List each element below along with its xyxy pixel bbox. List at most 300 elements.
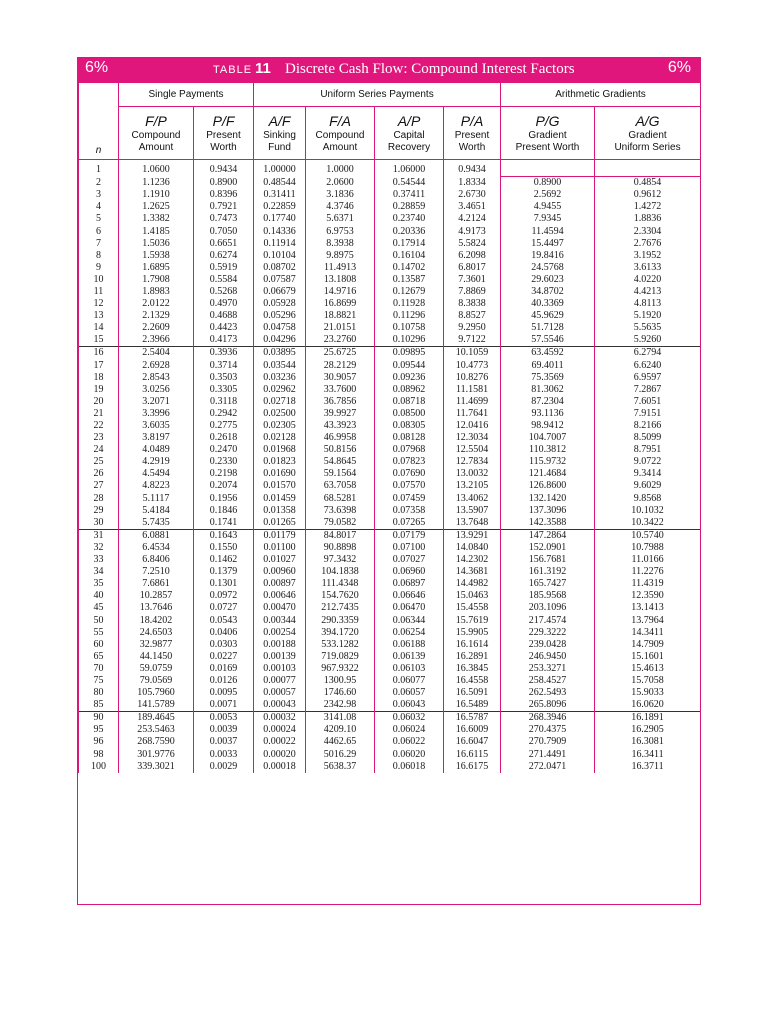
cell-pg: 40.3369 bbox=[501, 298, 595, 310]
cell-n: 27 bbox=[79, 480, 119, 492]
cell-fp: 5.4184 bbox=[119, 505, 194, 517]
cell-n: 35 bbox=[79, 578, 119, 590]
table-row bbox=[79, 189, 701, 201]
col-desc-line1: Compound bbox=[315, 130, 365, 141]
cell-fa: 1300.95 bbox=[306, 675, 375, 687]
interest-rate-right: 6% bbox=[667, 59, 691, 76]
cell-ap: 0.12679 bbox=[375, 286, 444, 298]
cell-pa: 13.9291 bbox=[444, 529, 501, 542]
cell-ap: 0.07690 bbox=[375, 468, 444, 480]
cell-ag: 16.3711 bbox=[595, 761, 701, 773]
cell-n: 10 bbox=[79, 274, 119, 286]
cell-ap: 0.10296 bbox=[375, 334, 444, 347]
cell-ag: 10.1032 bbox=[595, 505, 701, 517]
cell-n: 21 bbox=[79, 408, 119, 420]
cell-pg: 7.9345 bbox=[501, 213, 595, 225]
cell-pg: 93.1136 bbox=[501, 408, 595, 420]
cell-n: 90 bbox=[79, 712, 119, 725]
cell-af: 0.00960 bbox=[254, 566, 306, 578]
cell-fa: 4209.10 bbox=[306, 724, 375, 736]
table-row bbox=[79, 602, 701, 614]
cell-ap: 0.06043 bbox=[375, 699, 444, 712]
col-desc-n: n bbox=[79, 129, 119, 160]
cell-fp: 1.5938 bbox=[119, 250, 194, 262]
cell-pa: 4.2124 bbox=[444, 213, 501, 225]
cell-n: 32 bbox=[79, 542, 119, 554]
cell-fp: 1.6895 bbox=[119, 262, 194, 274]
cell-pa: 4.9173 bbox=[444, 225, 501, 237]
col-desc-line2: Worth bbox=[458, 142, 486, 153]
cell-fa: 84.8017 bbox=[306, 529, 375, 542]
cell-fa: 394.1720 bbox=[306, 627, 375, 639]
cell-n: 80 bbox=[79, 687, 119, 699]
cell-fp: 4.8223 bbox=[119, 480, 194, 492]
cell-ap: 0.06897 bbox=[375, 578, 444, 590]
cell-ap: 0.16104 bbox=[375, 250, 444, 262]
cell-fa: 63.7058 bbox=[306, 480, 375, 492]
cell-ap: 0.07570 bbox=[375, 480, 444, 492]
cell-ap: 0.07100 bbox=[375, 542, 444, 554]
cell-n: 65 bbox=[79, 651, 119, 663]
table-row bbox=[79, 687, 701, 699]
table-row bbox=[79, 310, 701, 322]
cell-ag: 9.6029 bbox=[595, 480, 701, 492]
cell-ap: 0.06470 bbox=[375, 602, 444, 614]
cell-pa: 16.2891 bbox=[444, 651, 501, 663]
cell-fp: 59.0759 bbox=[119, 663, 194, 675]
cell-fp: 339.3021 bbox=[119, 761, 194, 773]
cell-af: 0.01570 bbox=[254, 480, 306, 492]
cell-pf: 0.3714 bbox=[194, 360, 254, 372]
cell-pf: 0.0126 bbox=[194, 675, 254, 687]
cell-pg: 15.4497 bbox=[501, 238, 595, 250]
cell-ap: 0.06139 bbox=[375, 651, 444, 663]
cell-n: 96 bbox=[79, 736, 119, 748]
cell-af: 0.03544 bbox=[254, 360, 306, 372]
cell-n: 22 bbox=[79, 420, 119, 432]
cell-ag: 1.4272 bbox=[595, 201, 701, 213]
cell-pg: 132.1420 bbox=[501, 493, 595, 505]
cell-ap: 0.06646 bbox=[375, 590, 444, 602]
cell-fa: 54.8645 bbox=[306, 456, 375, 468]
col-desc-line2: Recovery bbox=[387, 142, 431, 153]
cell-pg: 63.4592 bbox=[501, 347, 595, 360]
cell-fp: 2.1329 bbox=[119, 310, 194, 322]
cell-n: 2 bbox=[79, 177, 119, 190]
cell-pa: 5.5824 bbox=[444, 238, 501, 250]
cell-pf: 0.6274 bbox=[194, 250, 254, 262]
cell-fp: 4.2919 bbox=[119, 456, 194, 468]
cell-pg: 239.0428 bbox=[501, 639, 595, 651]
cell-fp: 3.2071 bbox=[119, 396, 194, 408]
cell-fa: 3.1836 bbox=[306, 189, 375, 201]
cell-ag: 15.9033 bbox=[595, 687, 701, 699]
cell-pf: 0.6651 bbox=[194, 238, 254, 250]
cell-pa: 13.0032 bbox=[444, 468, 501, 480]
cell-pf: 0.2942 bbox=[194, 408, 254, 420]
cell-pf: 0.0033 bbox=[194, 749, 254, 761]
cell-ag: 15.7058 bbox=[595, 675, 701, 687]
cell-n: 9 bbox=[79, 262, 119, 274]
cell-fp: 189.4645 bbox=[119, 712, 194, 725]
cell-ap: 0.09895 bbox=[375, 347, 444, 360]
cell-fp: 3.6035 bbox=[119, 420, 194, 432]
cell-ap: 0.14702 bbox=[375, 262, 444, 274]
col-desc-line1: Present bbox=[206, 130, 241, 141]
cell-pa: 16.6175 bbox=[444, 761, 501, 773]
cell-pa: 13.5907 bbox=[444, 505, 501, 517]
cell-pa: 16.6047 bbox=[444, 736, 501, 748]
col-desc-line2: Uniform Series bbox=[614, 142, 681, 153]
cell-pf: 0.4423 bbox=[194, 322, 254, 334]
cell-pa: 15.9905 bbox=[444, 627, 501, 639]
cell-pa: 10.4773 bbox=[444, 360, 501, 372]
table-row bbox=[79, 396, 701, 408]
cell-pa: 16.6009 bbox=[444, 724, 501, 736]
cell-fa: 3141.08 bbox=[306, 712, 375, 725]
cell-af: 1.00000 bbox=[254, 160, 306, 177]
cell-pg: 229.3222 bbox=[501, 627, 595, 639]
cell-pg: 137.3096 bbox=[501, 505, 595, 517]
cell-pf: 0.8900 bbox=[194, 177, 254, 190]
cell-af: 0.10104 bbox=[254, 250, 306, 262]
cell-af: 0.07587 bbox=[254, 274, 306, 286]
cell-pf: 0.7050 bbox=[194, 225, 254, 237]
cell-pa: 16.6115 bbox=[444, 749, 501, 761]
cell-ag: 9.8568 bbox=[595, 493, 701, 505]
col-desc-line1: Gradient bbox=[628, 130, 667, 141]
cell-ap: 0.09236 bbox=[375, 372, 444, 384]
cell-pf: 0.3936 bbox=[194, 347, 254, 360]
cell-pa: 8.3838 bbox=[444, 298, 501, 310]
cell-ap: 0.17914 bbox=[375, 238, 444, 250]
cell-fa: 43.3923 bbox=[306, 420, 375, 432]
cell-pg: 270.7909 bbox=[501, 736, 595, 748]
table-row bbox=[79, 250, 701, 262]
cell-pf: 0.0037 bbox=[194, 736, 254, 748]
cell-n: 23 bbox=[79, 432, 119, 444]
cell-pa: 13.4062 bbox=[444, 493, 501, 505]
cell-ag: 12.3590 bbox=[595, 590, 701, 602]
cell-fp: 2.2609 bbox=[119, 322, 194, 334]
cell-fa: 1.0000 bbox=[306, 160, 375, 177]
cell-fa: 719.0829 bbox=[306, 651, 375, 663]
cell-n: 14 bbox=[79, 322, 119, 334]
cell-af: 0.00018 bbox=[254, 761, 306, 773]
cell-ap: 0.28859 bbox=[375, 201, 444, 213]
cell-af: 0.00254 bbox=[254, 627, 306, 639]
group-uniform-series: Uniform Series Payments bbox=[254, 83, 501, 107]
cell-fp: 5.1117 bbox=[119, 493, 194, 505]
cell-fa: 212.7435 bbox=[306, 602, 375, 614]
cell-ag: 4.4213 bbox=[595, 286, 701, 298]
n-group-cell bbox=[79, 83, 119, 107]
cell-af: 0.03236 bbox=[254, 372, 306, 384]
cell-fa: 36.7856 bbox=[306, 396, 375, 408]
cell-pf: 0.7473 bbox=[194, 213, 254, 225]
cell-pa: 12.0416 bbox=[444, 420, 501, 432]
cell-ap: 0.11928 bbox=[375, 298, 444, 310]
cell-fp: 1.3382 bbox=[119, 213, 194, 225]
cell-pf: 0.0227 bbox=[194, 651, 254, 663]
table-row bbox=[79, 408, 701, 420]
cell-pa: 3.4651 bbox=[444, 201, 501, 213]
cell-pg: 272.0471 bbox=[501, 761, 595, 773]
cell-ag: 9.3414 bbox=[595, 468, 701, 480]
cell-fa: 21.0151 bbox=[306, 322, 375, 334]
table-row bbox=[79, 627, 701, 639]
cell-n: 13 bbox=[79, 310, 119, 322]
cell-fp: 2.6928 bbox=[119, 360, 194, 372]
table-row bbox=[79, 699, 701, 712]
table-row bbox=[79, 724, 701, 736]
cell-ag: 5.9260 bbox=[595, 334, 701, 347]
cell-ag: 3.1952 bbox=[595, 250, 701, 262]
cell-pg: 51.7128 bbox=[501, 322, 595, 334]
cell-pf: 0.2470 bbox=[194, 444, 254, 456]
cell-pg: 4.9455 bbox=[501, 201, 595, 213]
cell-ap: 0.06077 bbox=[375, 675, 444, 687]
cell-pa: 11.1581 bbox=[444, 384, 501, 396]
col-desc-pg bbox=[501, 129, 595, 160]
table-row bbox=[79, 578, 701, 590]
cell-ag: 13.7964 bbox=[595, 614, 701, 626]
cell-pf: 0.1550 bbox=[194, 542, 254, 554]
cell-pg: 34.8702 bbox=[501, 286, 595, 298]
table-row bbox=[79, 554, 701, 566]
table-row bbox=[79, 334, 701, 347]
cell-af: 0.01823 bbox=[254, 456, 306, 468]
col-symbol-fa: F/A bbox=[306, 107, 375, 130]
cell-pf: 0.1301 bbox=[194, 578, 254, 590]
table-row bbox=[79, 384, 701, 396]
factor-table bbox=[78, 83, 701, 773]
cell-fp: 1.0600 bbox=[119, 160, 194, 177]
cell-ag: 16.3411 bbox=[595, 749, 701, 761]
cell-pa: 7.3601 bbox=[444, 274, 501, 286]
cell-ap: 0.08500 bbox=[375, 408, 444, 420]
cell-fa: 5.6371 bbox=[306, 213, 375, 225]
cell-pa: 15.0463 bbox=[444, 590, 501, 602]
cell-n: 34 bbox=[79, 566, 119, 578]
cell-pa: 13.7648 bbox=[444, 517, 501, 530]
cell-pf: 0.0095 bbox=[194, 687, 254, 699]
cell-fa: 9.8975 bbox=[306, 250, 375, 262]
cell-pf: 0.0029 bbox=[194, 761, 254, 773]
cell-af: 0.02718 bbox=[254, 396, 306, 408]
cell-n: 55 bbox=[79, 627, 119, 639]
cell-pf: 0.2074 bbox=[194, 480, 254, 492]
table-row bbox=[79, 274, 701, 286]
group-arithmetic-gradients: Arithmetic Gradients bbox=[501, 83, 701, 107]
cell-ag: 6.6240 bbox=[595, 360, 701, 372]
cell-pa: 15.4558 bbox=[444, 602, 501, 614]
cell-ag: 8.7951 bbox=[595, 444, 701, 456]
col-desc-line2: Present Worth bbox=[515, 142, 580, 153]
cell-af: 0.00470 bbox=[254, 602, 306, 614]
cell-af: 0.11914 bbox=[254, 238, 306, 250]
table-row bbox=[79, 160, 701, 177]
cell-pg: 217.4574 bbox=[501, 614, 595, 626]
cell-n: 40 bbox=[79, 590, 119, 602]
cell-pg: 253.3271 bbox=[501, 663, 595, 675]
cell-pg: 203.1096 bbox=[501, 602, 595, 614]
table-row bbox=[79, 651, 701, 663]
cell-ap: 0.08962 bbox=[375, 384, 444, 396]
cell-pg: 271.4491 bbox=[501, 749, 595, 761]
cell-ap: 0.06103 bbox=[375, 663, 444, 675]
cell-af: 0.01027 bbox=[254, 554, 306, 566]
cell-pf: 0.3118 bbox=[194, 396, 254, 408]
cell-af: 0.01100 bbox=[254, 542, 306, 554]
cell-ag: 6.9597 bbox=[595, 372, 701, 384]
cell-pf: 0.5584 bbox=[194, 274, 254, 286]
cell-pg: 115.9732 bbox=[501, 456, 595, 468]
cell-fp: 4.5494 bbox=[119, 468, 194, 480]
col-symbol-af: A/F bbox=[254, 107, 306, 130]
cell-ap: 0.06020 bbox=[375, 749, 444, 761]
cell-pa: 6.2098 bbox=[444, 250, 501, 262]
cell-pg: 161.3192 bbox=[501, 566, 595, 578]
cell-ap: 0.07823 bbox=[375, 456, 444, 468]
cell-n: 50 bbox=[79, 614, 119, 626]
table-row bbox=[79, 420, 701, 432]
cell-fa: 97.3432 bbox=[306, 554, 375, 566]
table-row bbox=[79, 590, 701, 602]
cell-af: 0.00344 bbox=[254, 614, 306, 626]
cell-af: 0.05296 bbox=[254, 310, 306, 322]
cell-pa: 16.5489 bbox=[444, 699, 501, 712]
cell-ag bbox=[595, 160, 701, 177]
table-row bbox=[79, 517, 701, 530]
table-row bbox=[79, 614, 701, 626]
cell-ap: 0.10758 bbox=[375, 322, 444, 334]
cell-fp: 253.5463 bbox=[119, 724, 194, 736]
table-row bbox=[79, 566, 701, 578]
cell-ag: 14.3411 bbox=[595, 627, 701, 639]
cell-pa: 16.5787 bbox=[444, 712, 501, 725]
cell-fa: 25.6725 bbox=[306, 347, 375, 360]
cell-ag: 11.0166 bbox=[595, 554, 701, 566]
cell-ap: 0.08128 bbox=[375, 432, 444, 444]
cell-af: 0.14336 bbox=[254, 225, 306, 237]
cell-ap: 0.13587 bbox=[375, 274, 444, 286]
col-desc-line1: Compound bbox=[131, 130, 181, 141]
cell-fa: 13.1808 bbox=[306, 274, 375, 286]
table-row bbox=[79, 201, 701, 213]
cell-pa: 10.1059 bbox=[444, 347, 501, 360]
cell-fp: 141.5789 bbox=[119, 699, 194, 712]
cell-ap: 0.07265 bbox=[375, 517, 444, 530]
cell-n: 8 bbox=[79, 250, 119, 262]
table-row bbox=[79, 712, 701, 725]
cell-pg: 262.5493 bbox=[501, 687, 595, 699]
cell-ag: 10.5740 bbox=[595, 529, 701, 542]
cell-af: 0.22859 bbox=[254, 201, 306, 213]
cell-af: 0.00022 bbox=[254, 736, 306, 748]
cell-pa: 10.8276 bbox=[444, 372, 501, 384]
cell-af: 0.08702 bbox=[254, 262, 306, 274]
cell-pa: 16.5091 bbox=[444, 687, 501, 699]
table-row bbox=[79, 360, 701, 372]
cell-pg: 142.3588 bbox=[501, 517, 595, 530]
cell-pa: 9.2950 bbox=[444, 322, 501, 334]
cell-af: 0.04296 bbox=[254, 334, 306, 347]
cell-fp: 1.4185 bbox=[119, 225, 194, 237]
cell-fa: 46.9958 bbox=[306, 432, 375, 444]
cell-fa: 4462.65 bbox=[306, 736, 375, 748]
cell-fp: 7.6861 bbox=[119, 578, 194, 590]
cell-ap: 0.23740 bbox=[375, 213, 444, 225]
cell-ap: 0.06188 bbox=[375, 639, 444, 651]
cell-fp: 5.7435 bbox=[119, 517, 194, 530]
cell-pa: 9.7122 bbox=[444, 334, 501, 347]
cell-pa: 12.7834 bbox=[444, 456, 501, 468]
cell-ag: 15.4613 bbox=[595, 663, 701, 675]
cell-ag: 5.1920 bbox=[595, 310, 701, 322]
cell-n: 3 bbox=[79, 189, 119, 201]
cell-pf: 0.1741 bbox=[194, 517, 254, 530]
cell-fa: 2342.98 bbox=[306, 699, 375, 712]
col-symbol-ap: A/P bbox=[375, 107, 444, 130]
cell-pf: 0.2618 bbox=[194, 432, 254, 444]
cell-ap: 0.07179 bbox=[375, 529, 444, 542]
cell-fa: 111.4348 bbox=[306, 578, 375, 590]
cell-pa: 14.2302 bbox=[444, 554, 501, 566]
cell-ag: 11.2276 bbox=[595, 566, 701, 578]
cell-pf: 0.4688 bbox=[194, 310, 254, 322]
table-row bbox=[79, 298, 701, 310]
col-symbol-n bbox=[79, 107, 119, 130]
cell-fp: 10.2857 bbox=[119, 590, 194, 602]
cell-ag: 16.1891 bbox=[595, 712, 701, 725]
col-symbol-fp: F/P bbox=[119, 107, 194, 130]
cell-pa: 15.7619 bbox=[444, 614, 501, 626]
table-row bbox=[79, 225, 701, 237]
col-symbol-pa: P/A bbox=[444, 107, 501, 130]
cell-af: 0.00897 bbox=[254, 578, 306, 590]
cell-fp: 105.7960 bbox=[119, 687, 194, 699]
cell-pf: 0.1956 bbox=[194, 493, 254, 505]
col-desc-ag bbox=[595, 129, 701, 160]
group-single-payments: Single Payments bbox=[119, 83, 254, 107]
cell-ap: 0.07968 bbox=[375, 444, 444, 456]
cell-pg: 75.3569 bbox=[501, 372, 595, 384]
cell-ap: 0.06344 bbox=[375, 614, 444, 626]
cell-pa: 11.4699 bbox=[444, 396, 501, 408]
table-row bbox=[79, 213, 701, 225]
cell-ag: 10.7988 bbox=[595, 542, 701, 554]
cell-ag: 4.8113 bbox=[595, 298, 701, 310]
cell-fa: 23.2760 bbox=[306, 334, 375, 347]
table-row bbox=[79, 238, 701, 250]
cell-ag: 8.2166 bbox=[595, 420, 701, 432]
cell-ap: 0.06057 bbox=[375, 687, 444, 699]
cell-fp: 1.8983 bbox=[119, 286, 194, 298]
cell-pf: 0.4173 bbox=[194, 334, 254, 347]
cell-af: 0.02500 bbox=[254, 408, 306, 420]
cell-pg: 81.3062 bbox=[501, 384, 595, 396]
table-row bbox=[79, 456, 701, 468]
cell-fp: 2.5404 bbox=[119, 347, 194, 360]
cell-pf: 0.7921 bbox=[194, 201, 254, 213]
cell-pf: 0.0071 bbox=[194, 699, 254, 712]
cell-fp: 2.8543 bbox=[119, 372, 194, 384]
cell-af: 0.01179 bbox=[254, 529, 306, 542]
cell-pg: 2.5692 bbox=[501, 189, 595, 201]
cell-pg: 147.2864 bbox=[501, 529, 595, 542]
cell-af: 0.02128 bbox=[254, 432, 306, 444]
